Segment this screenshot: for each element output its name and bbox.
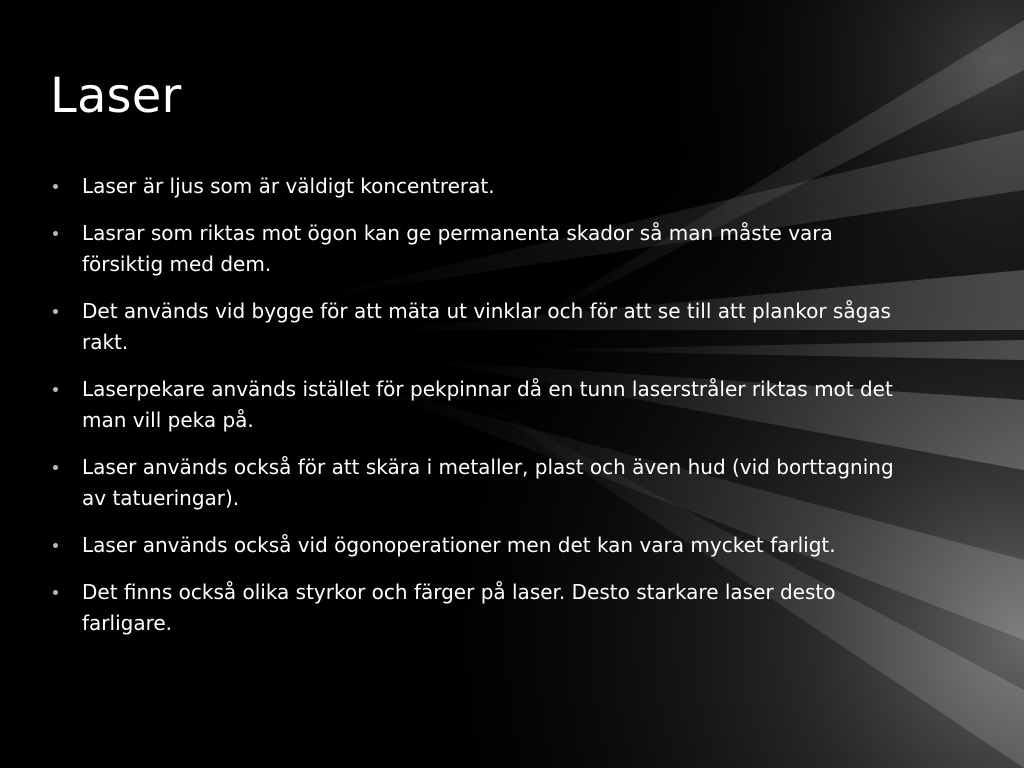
bullet-dot-icon bbox=[53, 184, 58, 189]
slide-title: Laser bbox=[50, 68, 182, 124]
bullet-dot-icon bbox=[53, 590, 58, 595]
bullet-item bbox=[50, 296, 900, 358]
bullet-dot-icon bbox=[53, 387, 58, 392]
bullet-item bbox=[50, 530, 900, 561]
bullet-item bbox=[50, 452, 900, 514]
bullet-text: Laser används också vid ögonoperationer men det kan vara mycket farligt. bbox=[82, 533, 836, 557]
bullet-dot-icon bbox=[53, 231, 58, 236]
bullet-text: Lasrar som riktas mot ögon kan ge permanenta skador så man måste vara försiktig med dem. bbox=[82, 221, 833, 276]
bullet-item bbox=[50, 577, 900, 639]
bullet-dot-icon bbox=[53, 309, 58, 314]
bullet-text: Laserpekare används istället för pekpinnar då en tunn laserstråler riktas mot det man vill peka på. bbox=[82, 377, 893, 432]
bullet-text: Laser är ljus som är väldigt koncentrerat. bbox=[82, 174, 495, 198]
bullet-text: Det finns också olika styrkor och färger på laser. Desto starkare laser desto farligare. bbox=[82, 580, 836, 635]
bullet-dot-icon bbox=[53, 465, 58, 470]
bullet-item bbox=[50, 218, 900, 280]
bullet-item bbox=[50, 374, 900, 436]
bullet-list bbox=[50, 171, 900, 655]
bullet-dot-icon bbox=[53, 543, 58, 548]
bullet-text: Laser används också för att skära i metaller, plast och även hud (vid borttagning av tatueringar). bbox=[82, 455, 894, 510]
bullet-item bbox=[50, 171, 900, 202]
bullet-text: Det används vid bygge för att mäta ut vinklar och för att se till att plankor sågas rakt. bbox=[82, 299, 891, 354]
